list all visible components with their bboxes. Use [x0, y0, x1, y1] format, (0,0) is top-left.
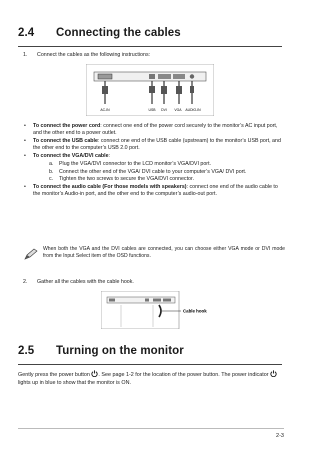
bullet-power-cord — [23, 123, 285, 137]
note-pencil-icon — [24, 248, 38, 260]
footer-rule — [18, 428, 284, 429]
section-title: Connecting the cables — [56, 27, 181, 39]
vga-substeps — [33, 161, 285, 183]
section-number: 2.4 — [18, 27, 35, 39]
heading-rule — [18, 46, 282, 47]
bullet-vga-dvi-cable — [23, 153, 285, 183]
substep-text: Plug the VGA/DVI connector to the LCD monitor’s VGA/DVI port. — [59, 161, 212, 168]
bullet-usb-cable — [23, 138, 285, 152]
substep-text: Tighten the two screws to secure the VGA/DVI connector. — [59, 176, 194, 183]
bullet-heading: To connect the power cord — [33, 123, 101, 129]
note-text: When both the VGA and the DVI cables are connected, you can choose either VGA mode or DVI mode from the Input Select item of the OSD functions. — [43, 246, 285, 259]
bullet-heading: To connect the audio cable (For those models with speakers) — [33, 184, 187, 191]
bullet-text: : — [108, 153, 111, 160]
page-number: 2-3 — [276, 433, 284, 439]
step-number: 2. — [23, 279, 28, 285]
section-heading-connecting-cables — [18, 27, 181, 39]
section-title: Turning on the monitor — [56, 345, 184, 357]
bullet-text: : connect one end of the USB cable (upstream) to the monitor’s USB port, and the other end to the computer’s USB 2.0 port. — [33, 138, 281, 152]
para-text-2: . See page 1-2 for the location of the power button. The power indicator — [98, 372, 269, 378]
port-label-audio-in: AUDIO-IN — [185, 108, 201, 112]
connection-instructions — [23, 123, 285, 199]
substep-letter: b. — [49, 168, 54, 175]
bullet-heading: To connect the VGA/DVI cable — [33, 153, 109, 160]
turning-on-paragraph — [18, 370, 284, 388]
step-number: 1. — [23, 52, 28, 58]
cable-hook-illustration — [101, 291, 227, 329]
bullet-text: : connect one end of the power cord securely to the monitor’s AC input port, and the other end to a power outlet. — [33, 123, 278, 136]
bullet-dot: • — [24, 138, 26, 145]
substep — [49, 161, 285, 168]
power-indicator-icon — [270, 370, 277, 377]
para-text-3: lights up in blue to show that the monitor is ON. — [18, 380, 131, 387]
section-number: 2.5 — [18, 345, 35, 357]
heading-rule — [18, 364, 282, 365]
rear-ports-illustration — [86, 64, 214, 116]
port-label-dvi: DVI — [161, 108, 167, 112]
port-label-ac-in: AC-IN — [100, 108, 110, 112]
step-text: Connect the cables as the following instructions: — [37, 52, 151, 58]
substep-letter: a. — [49, 161, 54, 168]
substep-text: Connect the other end of the VGA/ DVI cable to your computer’s VGA/ DVI port. — [59, 168, 247, 175]
section-heading-turning-on — [18, 345, 184, 357]
substep-letter: c. — [49, 176, 54, 183]
substep — [49, 169, 285, 176]
bullet-dot: • — [24, 123, 26, 129]
step-2 — [23, 279, 134, 286]
substep — [49, 176, 285, 183]
port-label-vga: VGA — [174, 108, 182, 112]
bullet-heading: To connect the USB cable — [33, 138, 98, 145]
cable-hook-label: Cable hook — [183, 308, 207, 314]
step-text: Gather all the cables with the cable hook. — [37, 279, 134, 285]
bullet-text: : connect one end of the audio cable to the monitor’s Audio-in port, and the other end to the computer’s audio-out port. — [33, 184, 278, 198]
step-1 — [23, 52, 150, 59]
para-text-1: Gently press the power button — [18, 372, 90, 378]
bullet-audio-cable — [23, 184, 285, 198]
port-label-usb: USB — [148, 108, 156, 112]
bullet-dot: • — [24, 184, 26, 191]
bullet-dot: • — [24, 153, 26, 160]
